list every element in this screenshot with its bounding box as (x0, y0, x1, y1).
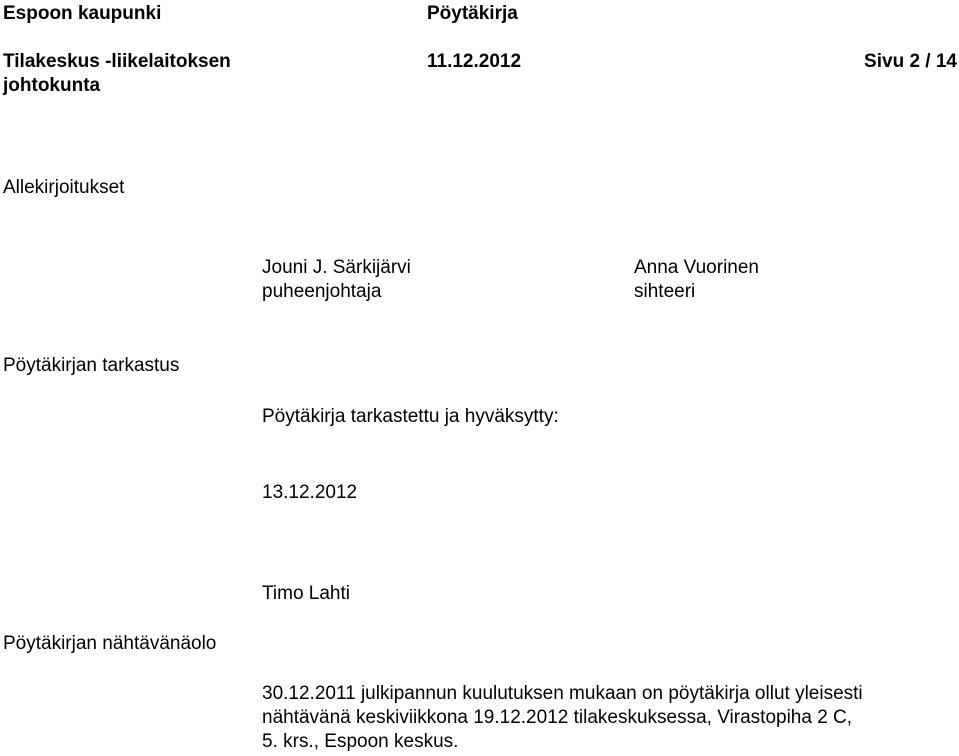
document-type: Pöytäkirja (427, 3, 518, 24)
signatures-heading: Allekirjoitukset (3, 177, 125, 198)
secretary-name: Anna Vuorinen (634, 257, 760, 278)
display-text-line3: 5. krs., Espoon keskus. (262, 731, 459, 752)
display-heading: Pöytäkirjan nähtävänäolo (3, 633, 217, 654)
review-statement: Pöytäkirja tarkastettu ja hyväksytty: (262, 406, 559, 427)
governing-body-line1: Tilakeskus -liikelaitoksen (3, 51, 231, 72)
display-text-line1: 30.12.2011 julkipannun kuulutuksen mukaan on pöytäkirja ollut yleisesti (262, 683, 863, 704)
chair-role: puheenjohtaja (262, 281, 382, 302)
display-text-line2: nähtävänä keskiviikkona 19.12.2012 tilakeskuksessa, Virastopiha 2 C, (262, 707, 853, 728)
reviewer-name: Timo Lahti (262, 583, 350, 604)
organization-name: Espoon kaupunki (3, 3, 162, 24)
review-date: 13.12.2012 (262, 482, 358, 503)
secretary-role: sihteeri (634, 281, 696, 302)
chair-name: Jouni J. Särkijärvi (262, 257, 411, 278)
governing-body-line2: johtokunta (3, 75, 101, 96)
review-heading: Pöytäkirjan tarkastus (3, 355, 180, 376)
meeting-date: 11.12.2012 (427, 51, 522, 72)
page-number: Sivu 2 / 14 (864, 51, 957, 72)
